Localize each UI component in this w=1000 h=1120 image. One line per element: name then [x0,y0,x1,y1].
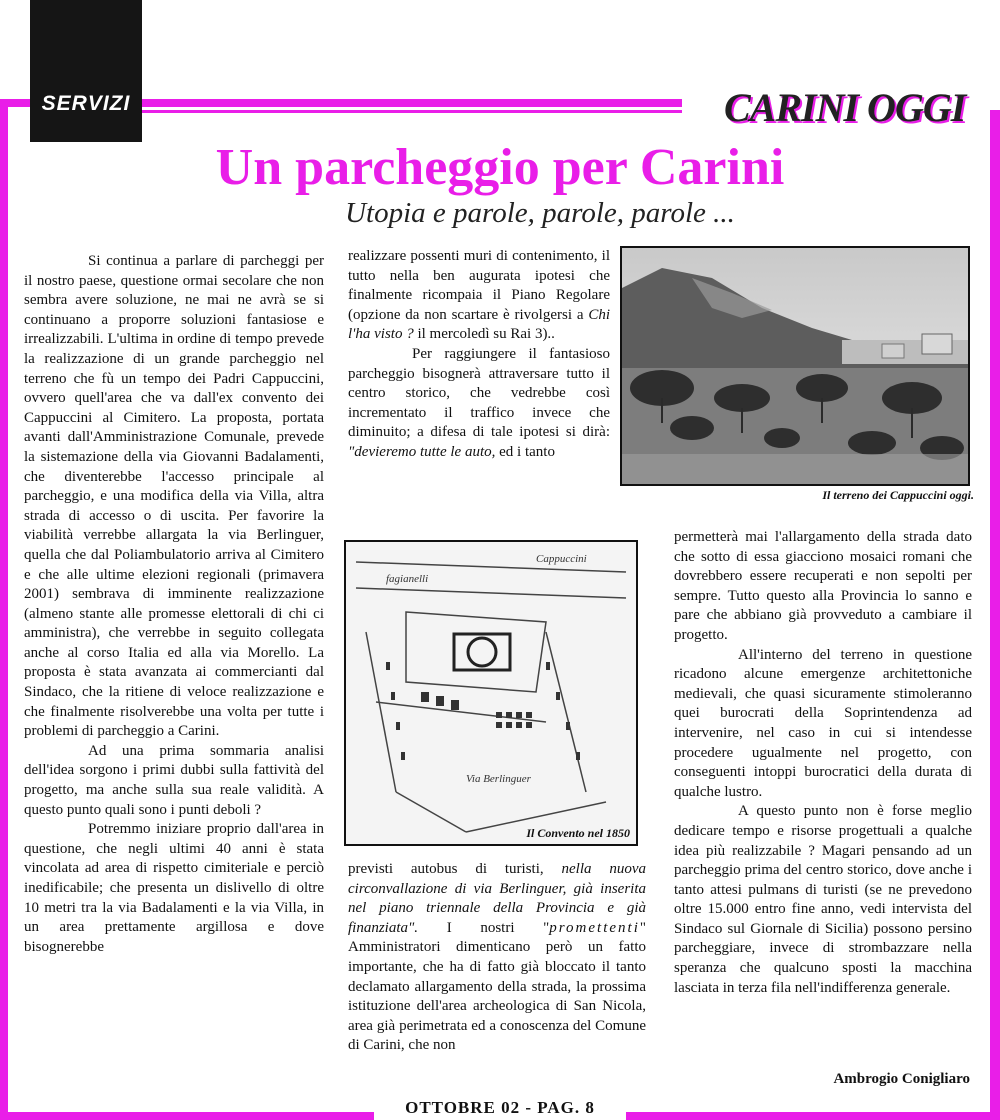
photo-frame [620,246,970,486]
paragraph: realizzare possenti muri di contenimento, il tutto nella ben augurata ipotesi che finalmente ricompaia il Piano Regolare (opzione da non scartare è rivolgersi a Chi l'ha visto ? il mercoledì su Rai 3).. [348,248,610,343]
paragraph: A questo punto non è forse meglio dedicare tempo e risorse progettuali a qualche idea più realizzabile ? Magari pensando ad un parcheggio prima del centro storico, dove anche i tanto attesi pulmans di turisti (se ne prevedono oltre 15.000 entro fine anno, vedi intervista del Sindaco sul Giornale di Sicilia) possono persino parcheggiare, invece di strombazzare nella speranza che qualcuno sposti la macchina lasciata in terza fila nell'indifferenza generale. [674,803,972,996]
page-footer: OTTOBRE 02 - PAG. 8 [405,1098,595,1117]
left-vertical-rule [0,99,8,1120]
top-rule-accent [142,110,682,113]
masthead: CARINI OGGI [724,85,966,130]
italic-text: nella nuova circonvallazione di via Berlinguer, già inserita nel piano triennale della Provincia e già finanziata". [348,861,647,936]
section-label: SERVIZI [41,92,131,115]
article-title: Un parcheggio per Carini [215,139,785,196]
top-rule-right [142,99,682,107]
article-column-3 [674,528,972,998]
paragraph: Potremmo iniziare proprio dall'area in questione, che negli ultimi 40 anni è stata vincolata ad area di rispetto cimiteriale e perciò inedificabile; che presenta un dislivello di oltre 10 metri tra la via Badalamenti e la via Villa, in un area prettamente argillosa e dove bisognerebbe [24,821,324,955]
section-tab [30,0,142,142]
map-frame [344,540,638,846]
italic-text: Chi l'ha visto ? [348,306,610,343]
right-vertical-rule [990,110,1000,1120]
map-label-road: Via Berlinguer [466,773,531,785]
map-caption: Il Convento nel 1850 [526,826,630,840]
article-column-2-top [348,247,610,463]
paragraph: Ad una prima sommaria analisi dell'idea sorgono i primi dubbi sulla fattività del progetto, ma anche sulla sua reale validità. A questo punto quali sono i punti deboli ? [24,742,324,818]
convent-map-sketch [346,542,636,844]
paragraph: Si continua a parlare di parcheggi per il nostro paese, questione ormai secolare che non sembra avere soluzione, ne mai ne avrà se si continuano a proporre soluzioni fantasiose e irrealizzabili. L'ultima in ordine di tempo prevede la realizzazione di un grande parcheggio nel terreno che fù un tempo dei Padri Cappuccini, ovvero quell'area che va dall'ex convento dei Cappuccini al Cimitero. La proposta, portata avanti dall'Amministrazione Comunale, prevede la sistemazione della via Giovanni Badalamenti, che diventerebbe l'accesso principale al parcheggio, e una modifica della via Villa, altra strada di accesso o di uscita. Per favorire la viabilità verrebbe allargata la via Berlinguer, quella che dal Poliambulatorio arriva al Cimitero e che alle ultime elezioni regionali (primavera 2001) sembrava di imminente realizzazione (almeno stante alle promesse elettorali di chi ci amministra), che verrebbe in seguito collegata anche al corso Italia ed alla via Morello. La proposta è stata avanzata ai commercianti dal Sindaco, che la ritiene di veloce realizzazione e che finalmente risolverebbe una volta per tutte i problemi di parcheggio a Carini. [24,253,324,740]
article-column-1 [24,252,324,957]
paragraph: permetterà mai l'allargamento della strada dato che sotto di essa giacciono mosaici romani che dovrebbero essere recuperati e non sepolti per sempre. Tutto questo alla Provincia lo sanno e pare che abbiano già provveduto a cambiare il progetto. [674,529,972,643]
landscape-photo [622,248,968,484]
map-label-cappuccini: Cappuccini [536,553,587,565]
article-subtitle: Utopia e parole, parole, parole ... [345,197,735,229]
map-label-fagianelli: fagianelli [386,573,429,585]
italic-text: promettenti [549,919,640,936]
article-author: Ambrogio Conigliaro [833,1071,970,1087]
paragraph: All'interno del terreno in questione ricadono alcune emergenze architettoniche medievali, che quasi sicuramente stimoleranno quei burocrati della Soprintendenza ad intervenire, nel caso in cui si intendesse procedere ugualmente nel progetto, con conseguenti intoppi burocratici della durata di qualche lustro. [674,646,972,800]
photo-caption: Il terreno dei Cappuccini oggi. [822,488,974,502]
paragraph: previsti autobus di turisti, nella nuova circonvallazione di via Berlinguer, già inserita nel piano triennale della Provincia e già finanziata". I nostri "promettenti" Amministratori dimenticano però un fatto importante, che ha di fatto già bloccato il tanto declamato allargamento della strada, la prossima istituzione dell'area archeologica di San Nicola, area già perimetrata ed a conoscenza del Comune di Carini, che non [348,861,647,1054]
italic-text: "devieremo tutte le auto, [348,443,496,460]
paragraph: Per raggiungere il fantasioso parcheggio bisognerà attraversare tutto il centro storico, che vedrebbe così incrementato il traffico invece che diminuito; a difesa di tale ipotesi si dirà: "devieremo tutte le auto, ed i tanto [348,345,610,460]
article-column-2-bottom [348,860,646,1056]
